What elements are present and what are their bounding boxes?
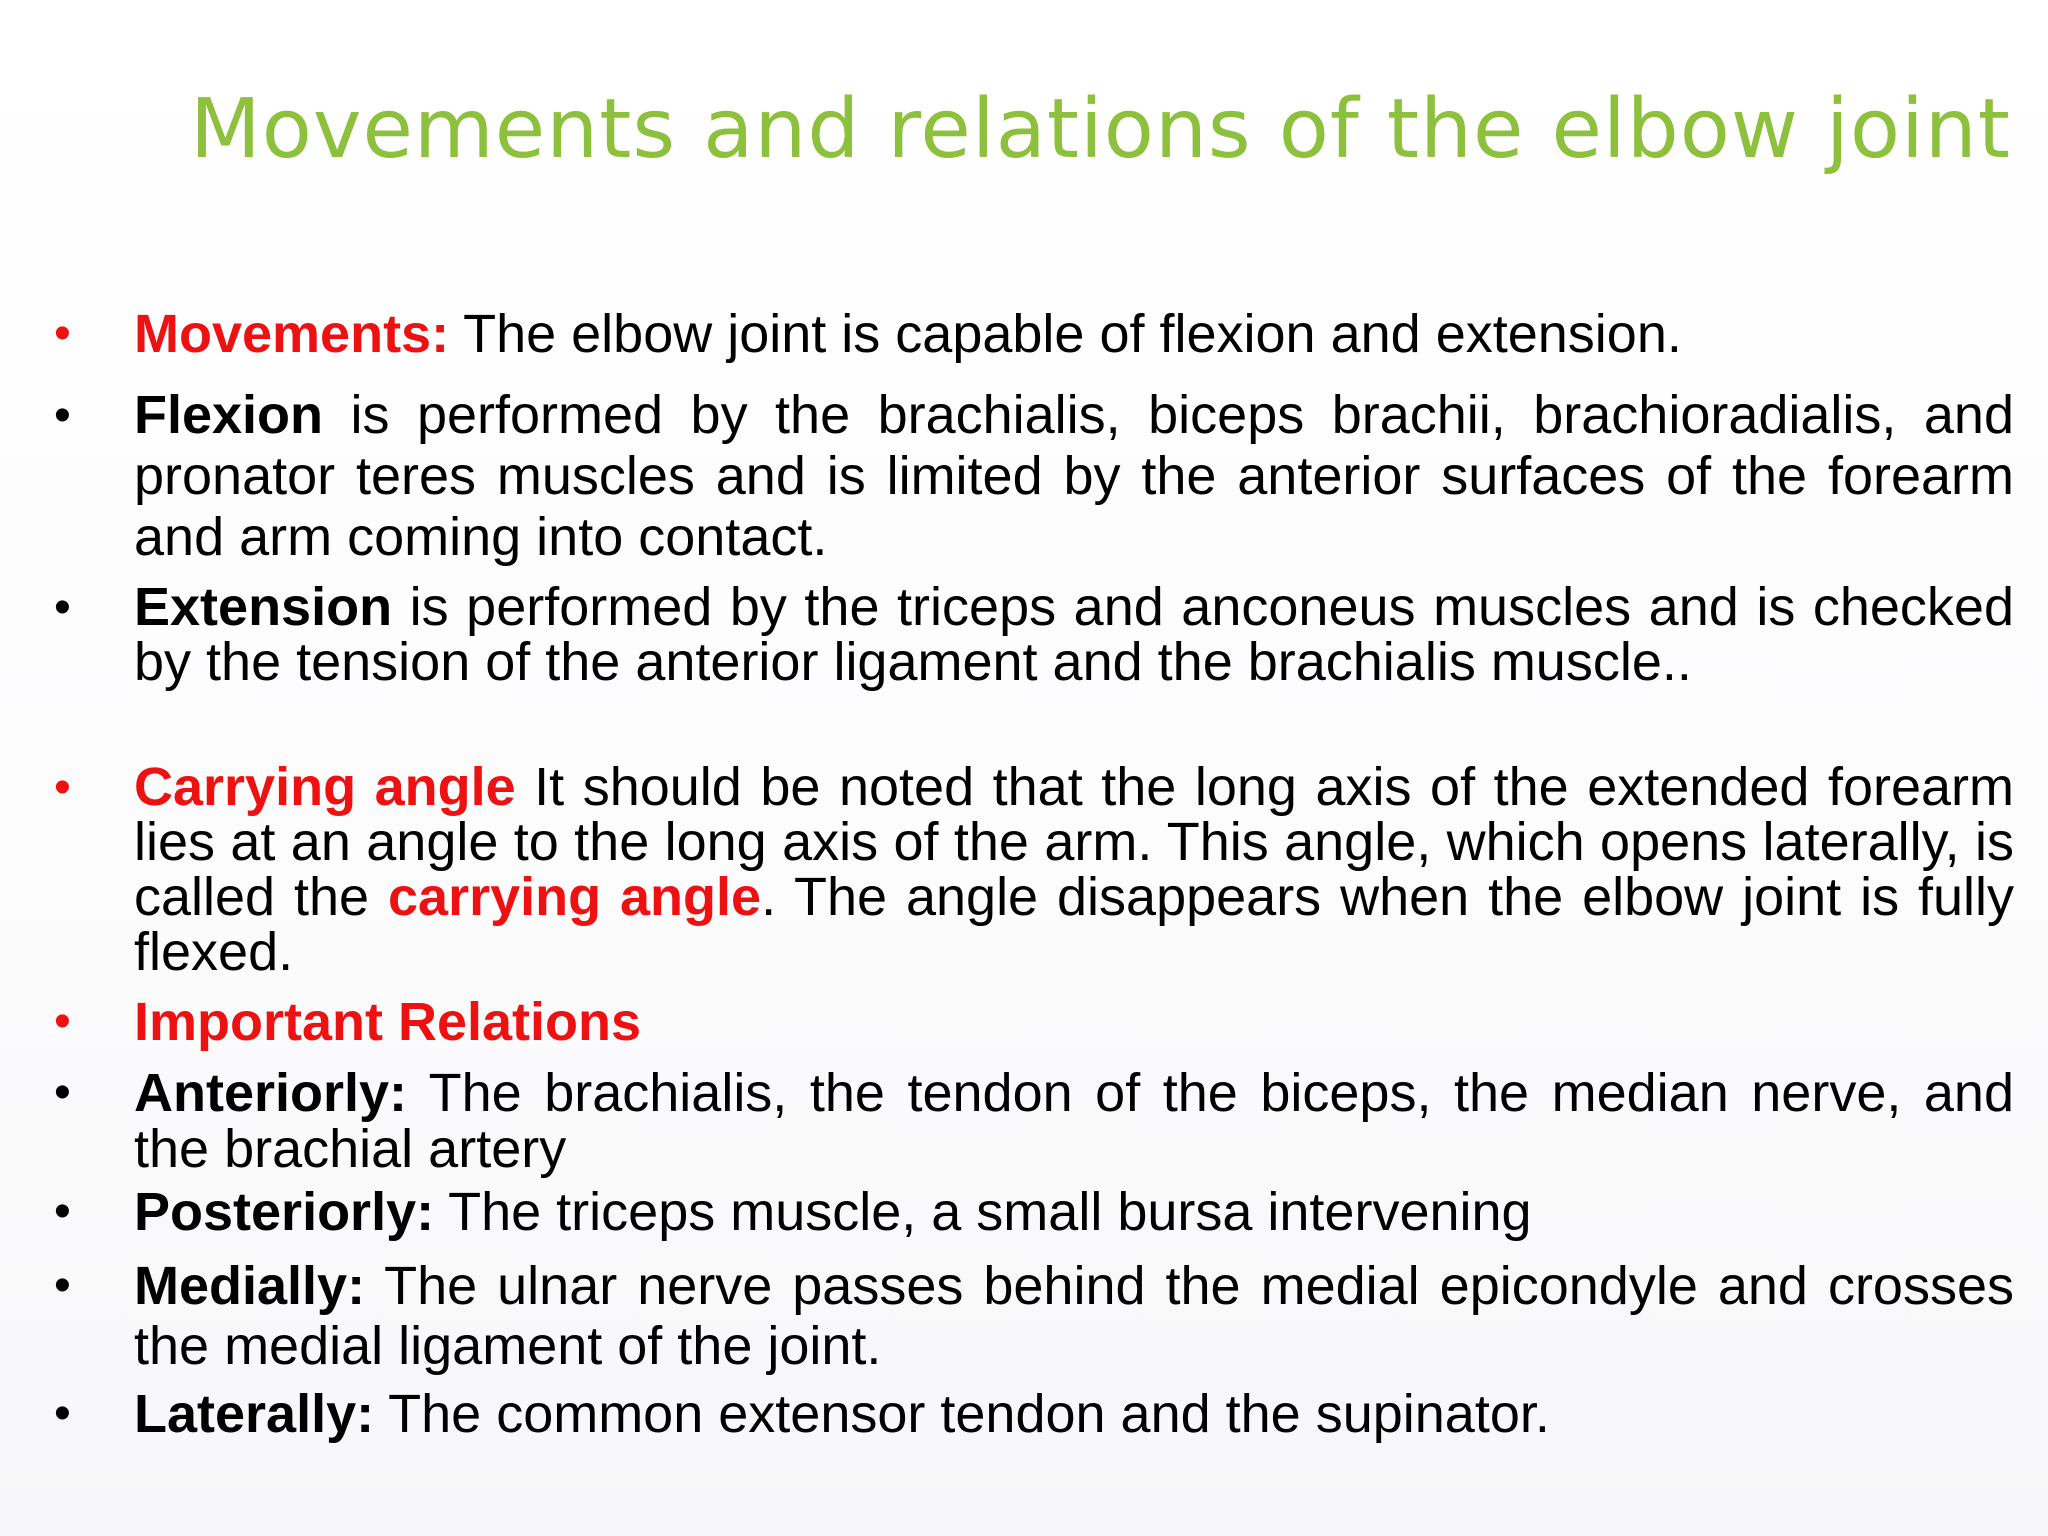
- bullet-dot-icon: •: [54, 995, 71, 1048]
- bullet-body: It should be noted that the long axis of the extended forearm lies at an angle to the long axis of the arm. This angle, which opens laterally, is called the: [134, 757, 2014, 927]
- bullet-posteriorly: [54, 1182, 2014, 1242]
- bullet-medially: [54, 1256, 2014, 1376]
- bullet-body: is performed by the brachialis, biceps brachii, brachioradialis, and pronator teres muscles and is limited by the anterior surfaces of the forearm and arm coming into contact.: [134, 385, 2014, 567]
- bullet-label: Posteriorly:: [134, 1182, 435, 1242]
- bullet-laterally: [54, 1384, 2014, 1444]
- bullet-dot-icon: •: [54, 1066, 71, 1119]
- bullet-dot-icon: •: [54, 761, 71, 814]
- bullet-dot-icon: •: [54, 581, 71, 634]
- bullet-text: [134, 304, 2014, 364]
- slide-title: Movements and relations of the elbow joint: [190, 82, 2011, 177]
- bullet-label: Carrying angle: [134, 757, 516, 817]
- bullet-text: [134, 1182, 2014, 1242]
- bullet-label: Laterally:: [134, 1384, 375, 1444]
- bullet-body: The elbow joint is capable of flexion and extension.: [449, 304, 1682, 364]
- bullet-body: The brachialis, the tendon of the biceps, the median nerve, and the brachial artery: [134, 1063, 2014, 1179]
- bullet-body: The common extensor tendon and the supinator.: [374, 1384, 1550, 1444]
- bullet-dot-icon: •: [54, 1185, 71, 1238]
- bullet-body: The ulnar nerve passes behind the medial epicondyle and crosses the medial ligament of the joint.: [134, 1256, 2014, 1376]
- bullet-text: [134, 992, 2014, 1052]
- bullet-label: Medially:: [134, 1256, 366, 1316]
- bullet-text: [134, 1256, 2014, 1376]
- bullet-dot-icon: •: [54, 307, 71, 360]
- bullet-dot-icon: •: [54, 389, 71, 442]
- bullet-body: is performed by the triceps and anconeus muscles and is checked by the tension of the anterior ligament and the brachialis muscle..: [134, 577, 2014, 692]
- bullet-label: Extension: [134, 577, 393, 637]
- bullet-label: Flexion: [134, 385, 324, 445]
- bullet-text: [134, 577, 2014, 692]
- bullet-extension: [54, 577, 2014, 745]
- bullet-important-relations: [54, 992, 2014, 1052]
- bullet-dot-icon: •: [54, 1387, 71, 1440]
- bullet-dot-icon: •: [54, 1259, 71, 1312]
- bullet-text: [134, 385, 2014, 568]
- bullet-carrying-angle: [54, 757, 2015, 982]
- bullet-text: [134, 757, 2015, 982]
- bullet-body-end: . The angle disappears when the elbow joint is fully flexed.: [134, 867, 2015, 982]
- bullet-label: Anteriorly:: [134, 1063, 408, 1123]
- bullet-flexion: [54, 385, 2014, 568]
- bullet-text: [134, 1065, 2014, 1177]
- bullet-anteriorly: [54, 1065, 2014, 1177]
- bullet-movements: [54, 304, 2014, 364]
- bullet-label: Movements:: [134, 304, 450, 364]
- bullet-body: The triceps muscle, a small bursa intervening: [434, 1182, 1532, 1242]
- bullet-text: [134, 1384, 2014, 1444]
- carrying-angle-highlight: carrying angle: [388, 867, 762, 927]
- bullet-label: Important Relations: [134, 992, 642, 1052]
